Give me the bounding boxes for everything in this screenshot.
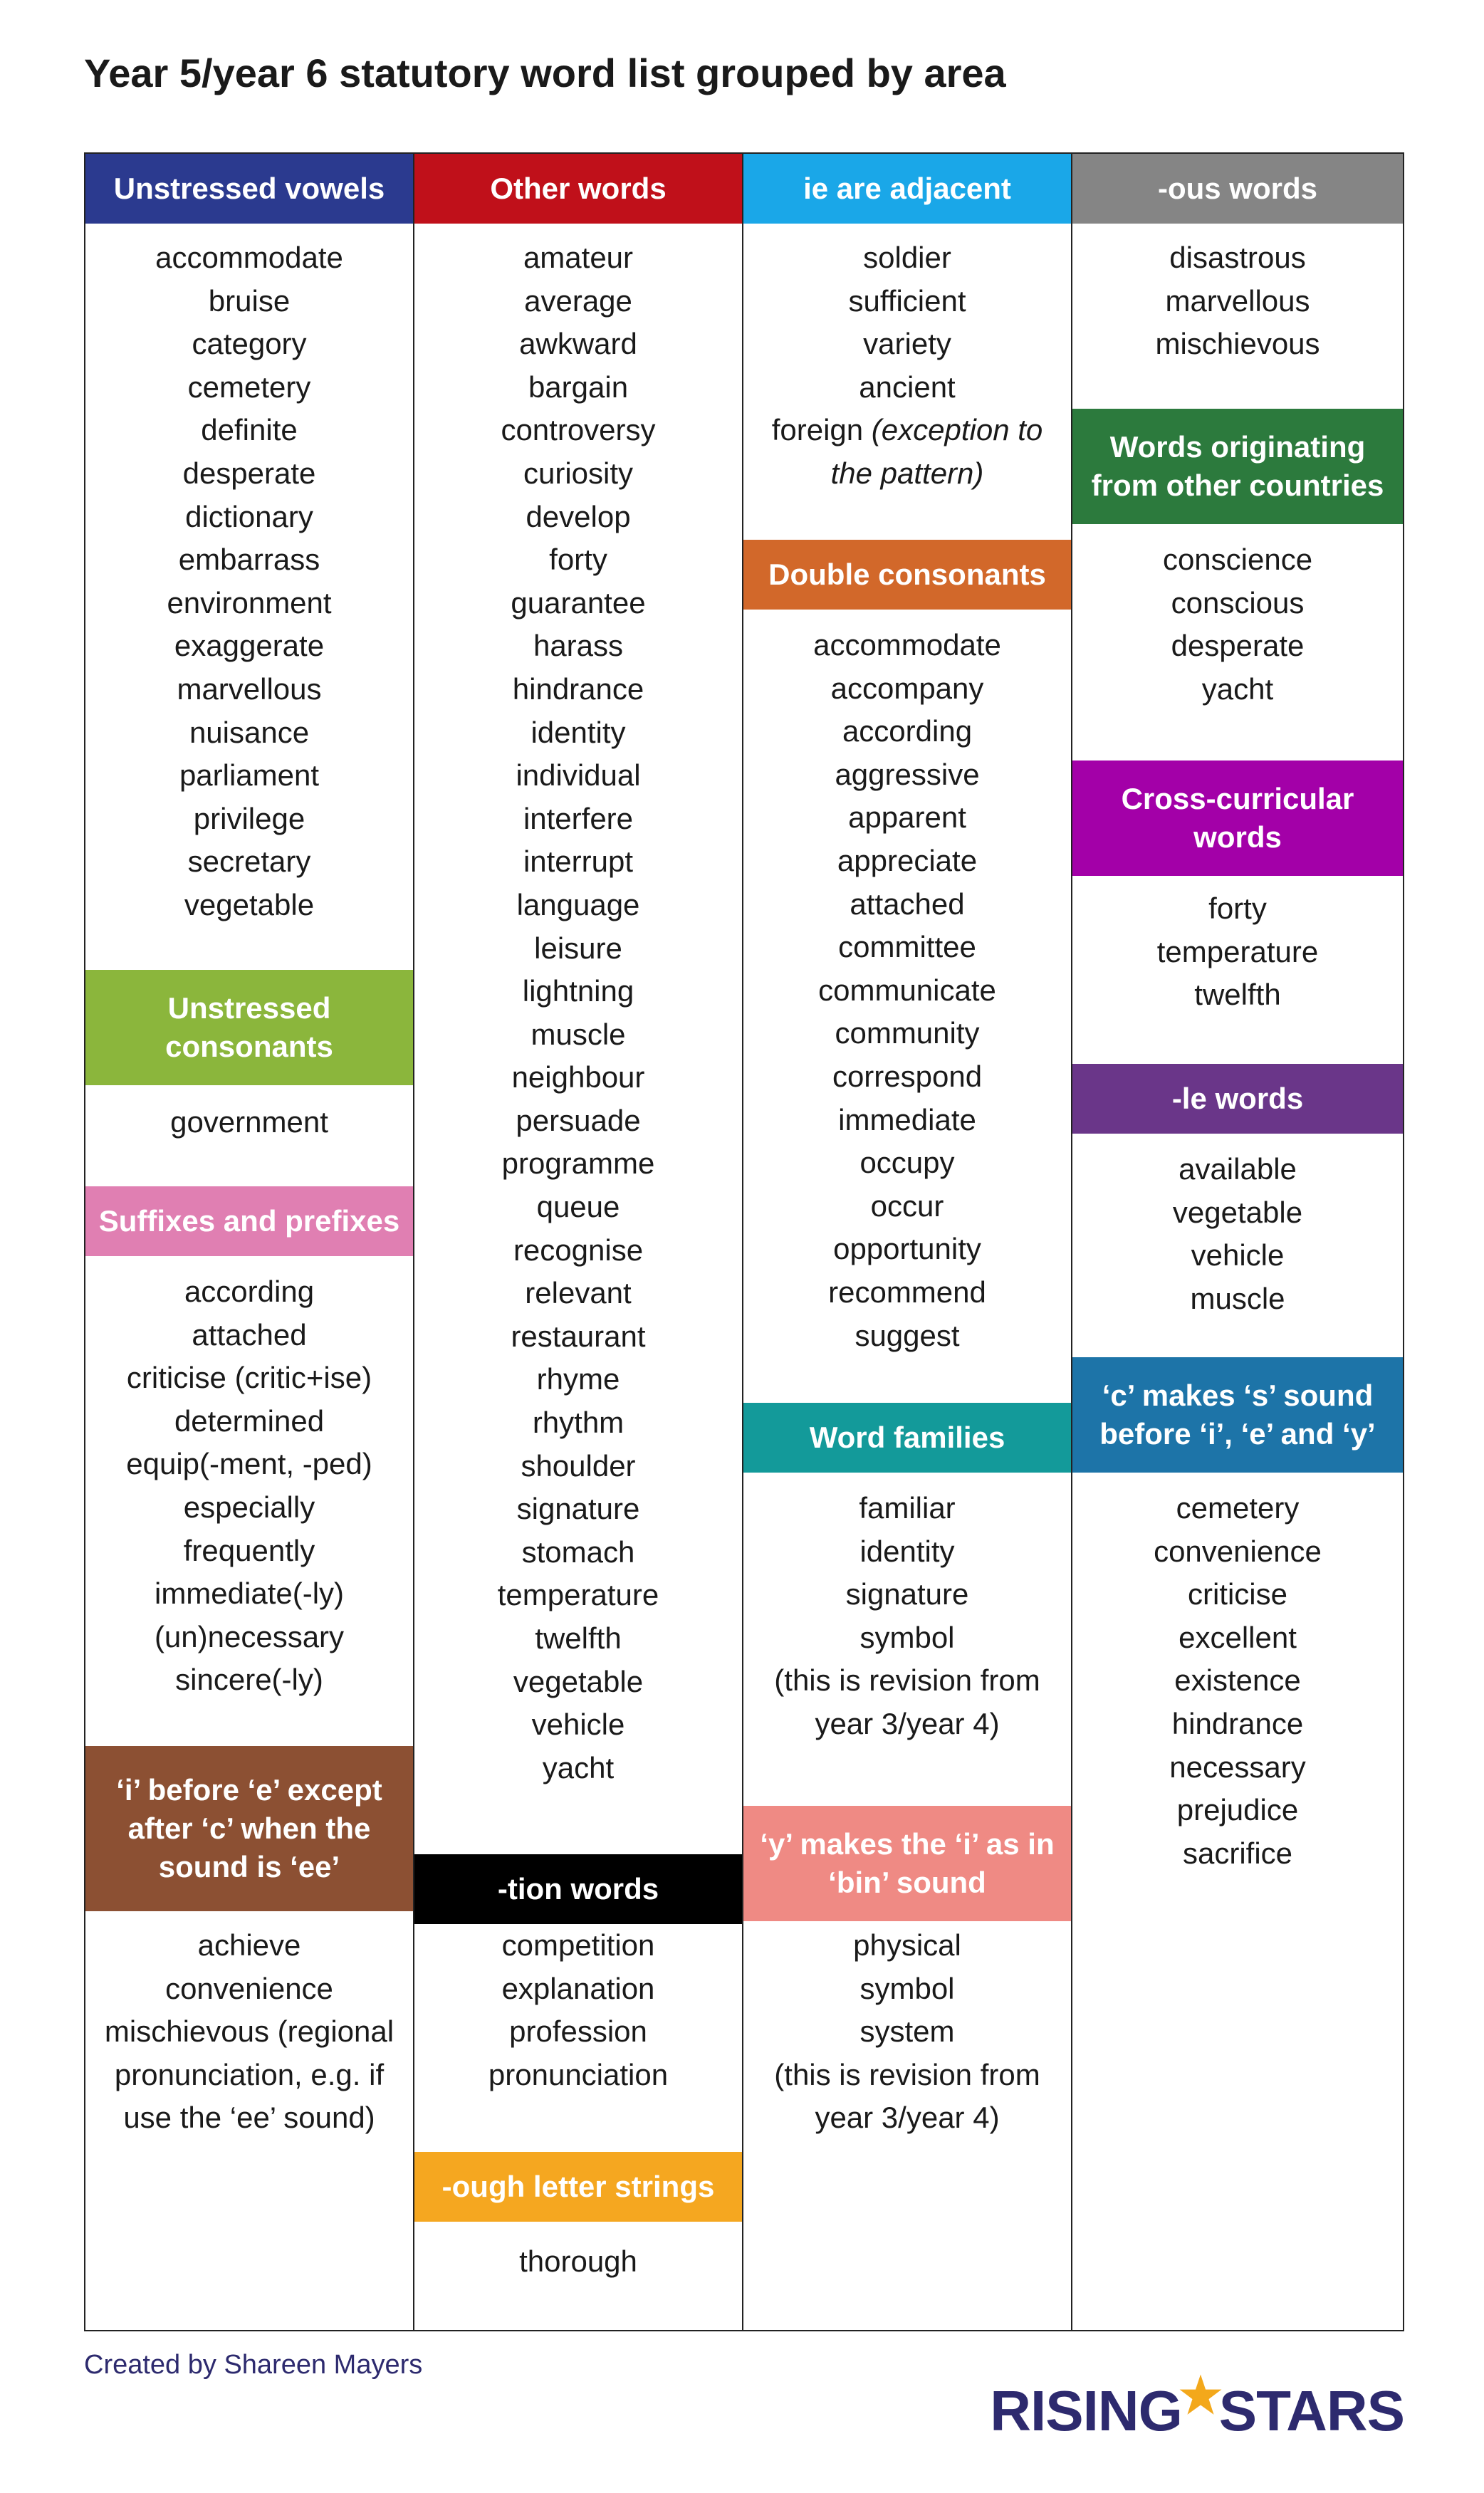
word: apparent [848,800,966,835]
word: environment [167,585,332,620]
word: equip(-ment, -ped) [126,1447,372,1481]
word: temperature [497,1578,659,1612]
column-1 [85,154,414,2330]
word: sincere(-ly) [175,1663,323,1697]
word: identity [859,1534,955,1568]
word: cemetery [1176,1491,1300,1525]
heading-cross-curricular [1072,761,1403,876]
word: vegetable [1172,1195,1303,1229]
word: vehicle [531,1708,625,1742]
word: leisure [534,931,622,965]
word: sufficient [848,283,966,318]
word-list-double-consonants [743,624,1071,1357]
word-list-i-before-e [85,1924,413,2140]
word: cemetery [187,370,311,404]
word: suggest [855,1318,960,1352]
word: language [516,887,640,921]
word: correspond [832,1059,983,1093]
word: convenience [165,1971,333,2005]
word: aggressive [835,757,980,791]
word: bargain [528,370,629,404]
word: criticise (critic+ise) [126,1361,372,1395]
star-icon [1178,2373,1223,2418]
word: available [1179,1152,1297,1186]
word: (un)necessary [154,1619,345,1653]
word: vegetable [184,887,315,921]
word: attached [850,887,965,921]
heading-c-makes-s [1072,1357,1403,1473]
word: immediate [838,1102,976,1136]
heading-other-words [414,154,742,224]
word: attached [192,1317,307,1352]
word: necessary [1169,1750,1306,1784]
word: programme [501,1146,655,1181]
word: nuisance [189,715,310,749]
word: symbol [859,1620,955,1654]
heading-word-families [743,1403,1071,1473]
word: secretary [187,845,311,879]
word-list-words-other-countries [1072,538,1403,711]
heading-label: -le words [1171,1082,1304,1115]
word: forty [1208,892,1267,925]
word-list-unstressed-vowels [85,236,413,927]
heading-label: Double consonants [768,558,1046,591]
word: dictionary [185,499,313,533]
word: disastrous [1169,241,1306,274]
word: achieve [197,1928,301,1962]
heading-label: ‘i’ before ‘e’ except after ‘c’ when the sound is ‘ee’ [116,1773,382,1883]
column-4 [1072,154,1403,2330]
word: conscious [1171,585,1305,620]
word: signature [516,1492,640,1526]
heading-label: ‘y’ makes the ‘i’ as in ‘bin’ sound [760,1827,1055,1899]
word: average [524,283,632,318]
word: temperature [1156,934,1319,968]
word: system [859,2014,955,2049]
word-table [84,152,1404,2331]
word: yacht [1201,671,1274,706]
word: convenience [1154,1534,1322,1568]
heading-label: Unstressed consonants [165,991,333,1063]
word: muscle [531,1017,626,1051]
word: controversy [501,413,656,447]
word: signature [845,1577,969,1611]
heading-unstressed-consonants [85,970,413,1085]
word: competition [501,1928,655,1962]
word: pronunciation [488,2057,669,2091]
word: sacrifice [1182,1836,1293,1870]
word: hindrance [512,671,644,706]
heading-label: Word families [809,1421,1005,1454]
heading-ough-letter-strings [414,2152,742,2222]
word: committee [838,930,976,964]
word: explanation [501,1971,655,2005]
word: lightning [522,974,634,1008]
word: amateur [523,241,634,274]
word: excellent [1179,1620,1297,1654]
word-with-note [743,409,1071,495]
word: community [835,1016,980,1050]
word: twelfth [1194,978,1281,1012]
word-list-unstressed-consonants [85,1101,413,1144]
word: forty [549,543,607,577]
word: embarrass [178,543,320,577]
word: variety [863,327,951,361]
heading-label: Suffixes and prefixes [98,1204,400,1238]
word: rhyme [536,1362,620,1396]
word: awkward [519,327,637,361]
heading-label: Other words [490,172,667,205]
word: stomach [521,1535,635,1569]
word: marvellous [177,671,322,706]
heading-unstressed-vowels [85,154,413,224]
word: accompany [830,671,984,705]
word: develop [526,499,631,533]
heading-ie-adjacent [743,154,1071,224]
heading-label: Cross-curricular words [1121,782,1354,854]
heading-double-consonants [743,540,1071,610]
heading-label: ie are adjacent [803,172,1011,205]
word-list-ie-adjacent [743,236,1071,496]
page-title: Year 5/year 6 statutory word list grouped by area [84,51,1006,95]
heading-y-makes-i [743,1806,1071,1921]
word: symbol [859,1971,955,2005]
word-list-ough-letter-strings [414,2240,742,2284]
heading-label: -ous words [1157,172,1317,205]
word: privilege [193,801,305,835]
word: exaggerate [174,629,325,663]
word: frequently [183,1533,315,1567]
word: mischievous [1155,327,1320,361]
word: interfere [523,801,634,835]
word: thorough [519,2244,637,2278]
word: curiosity [523,456,634,490]
word: queue [536,1190,620,1224]
logo-text-left: RISING [990,2379,1182,2442]
word-list-ous-words [1072,236,1403,366]
word: appreciate [837,843,978,877]
word: rhythm [532,1406,625,1440]
word-list-other-words [414,236,742,1789]
word: conscience [1162,543,1313,576]
word: relevant [525,1276,632,1310]
word: soldier [863,241,951,274]
heading-ous-words [1072,154,1403,224]
word: persuade [516,1103,641,1137]
revision-note: (this is revision from year 3/year 4) [774,1663,1040,1740]
word: shoulder [521,1448,636,1483]
word: existence [1174,1663,1301,1698]
word: guarantee [511,585,646,620]
word: immediate(-ly) [154,1577,345,1611]
revision-note: (this is revision from year 3/year 4) [774,2057,1040,2135]
word: physical [853,1928,961,1962]
column-2 [414,154,743,2330]
word: especially [183,1490,315,1524]
word: identity [531,715,626,749]
word-list-y-makes-i [743,1924,1071,2140]
word: according [184,1275,315,1308]
heading-tion-words [414,1854,742,1924]
word-list-word-families [743,1487,1071,1746]
heading-label: Words originating from other countries [1091,430,1384,502]
heading-label: -ough letter strings [441,2170,715,2203]
word: recommend [828,1275,986,1309]
exception-note: (exception to the pattern) [830,413,1043,490]
word: category [192,327,307,361]
heading-suffixes-prefixes [85,1186,413,1256]
heading-words-other-countries [1072,409,1403,524]
word: prejudice [1176,1793,1299,1827]
creator-credit: Created by Shareen Mayers [84,2350,423,2380]
word: vegetable [513,1664,644,1698]
word: yacht [542,1750,615,1784]
word: recognise [513,1233,644,1267]
word: according [842,714,973,748]
logo-text-right: STARS [1218,2379,1404,2442]
word-list-le-words [1072,1148,1403,1320]
word-list-c-makes-s [1072,1487,1403,1875]
word: familiar [859,1491,956,1525]
word: government [170,1105,328,1139]
column-3 [743,154,1072,2330]
rising-stars-logo [990,2378,1404,2444]
word: determined [174,1404,325,1438]
word: restaurant [511,1319,646,1353]
word: criticise [1187,1577,1287,1611]
word-list-suffixes-prefixes [85,1270,413,1702]
heading-label: -tion words [497,1872,659,1906]
word: individual [516,758,641,793]
word: parliament [179,758,320,793]
word: neighbour [511,1060,645,1094]
word: foreign [771,413,872,447]
word: occur [870,1188,944,1223]
word: mischievous (regional pronunciation, e.g. if use the ‘ee’ sound) [104,2014,394,2135]
word: occupy [859,1146,955,1180]
word: marvellous [1165,283,1310,318]
word: twelfth [535,1621,622,1655]
word: definite [201,413,298,447]
word: muscle [1190,1281,1285,1315]
word: harass [533,629,624,663]
word: hindrance [1171,1706,1304,1740]
word: vehicle [1191,1238,1285,1272]
heading-label: ‘c’ makes ‘s’ sound before ‘i’, ‘e’ and ‘y’ [1099,1379,1376,1451]
word: desperate [1171,629,1305,663]
word: interrupt [523,845,634,879]
word: bruise [208,283,291,318]
heading-label: Unstressed vowels [113,172,385,205]
word: ancient [859,370,956,404]
heading-i-before-e [85,1746,413,1911]
word-list-cross-curricular [1072,887,1403,1017]
word: desperate [182,456,316,490]
word-list-tion-words [414,1924,742,2096]
heading-le-words [1072,1064,1403,1134]
word: accommodate [155,241,343,274]
word: opportunity [833,1232,981,1266]
word: profession [509,2014,647,2049]
word: communicate [818,973,996,1007]
word: accommodate [813,628,1001,662]
